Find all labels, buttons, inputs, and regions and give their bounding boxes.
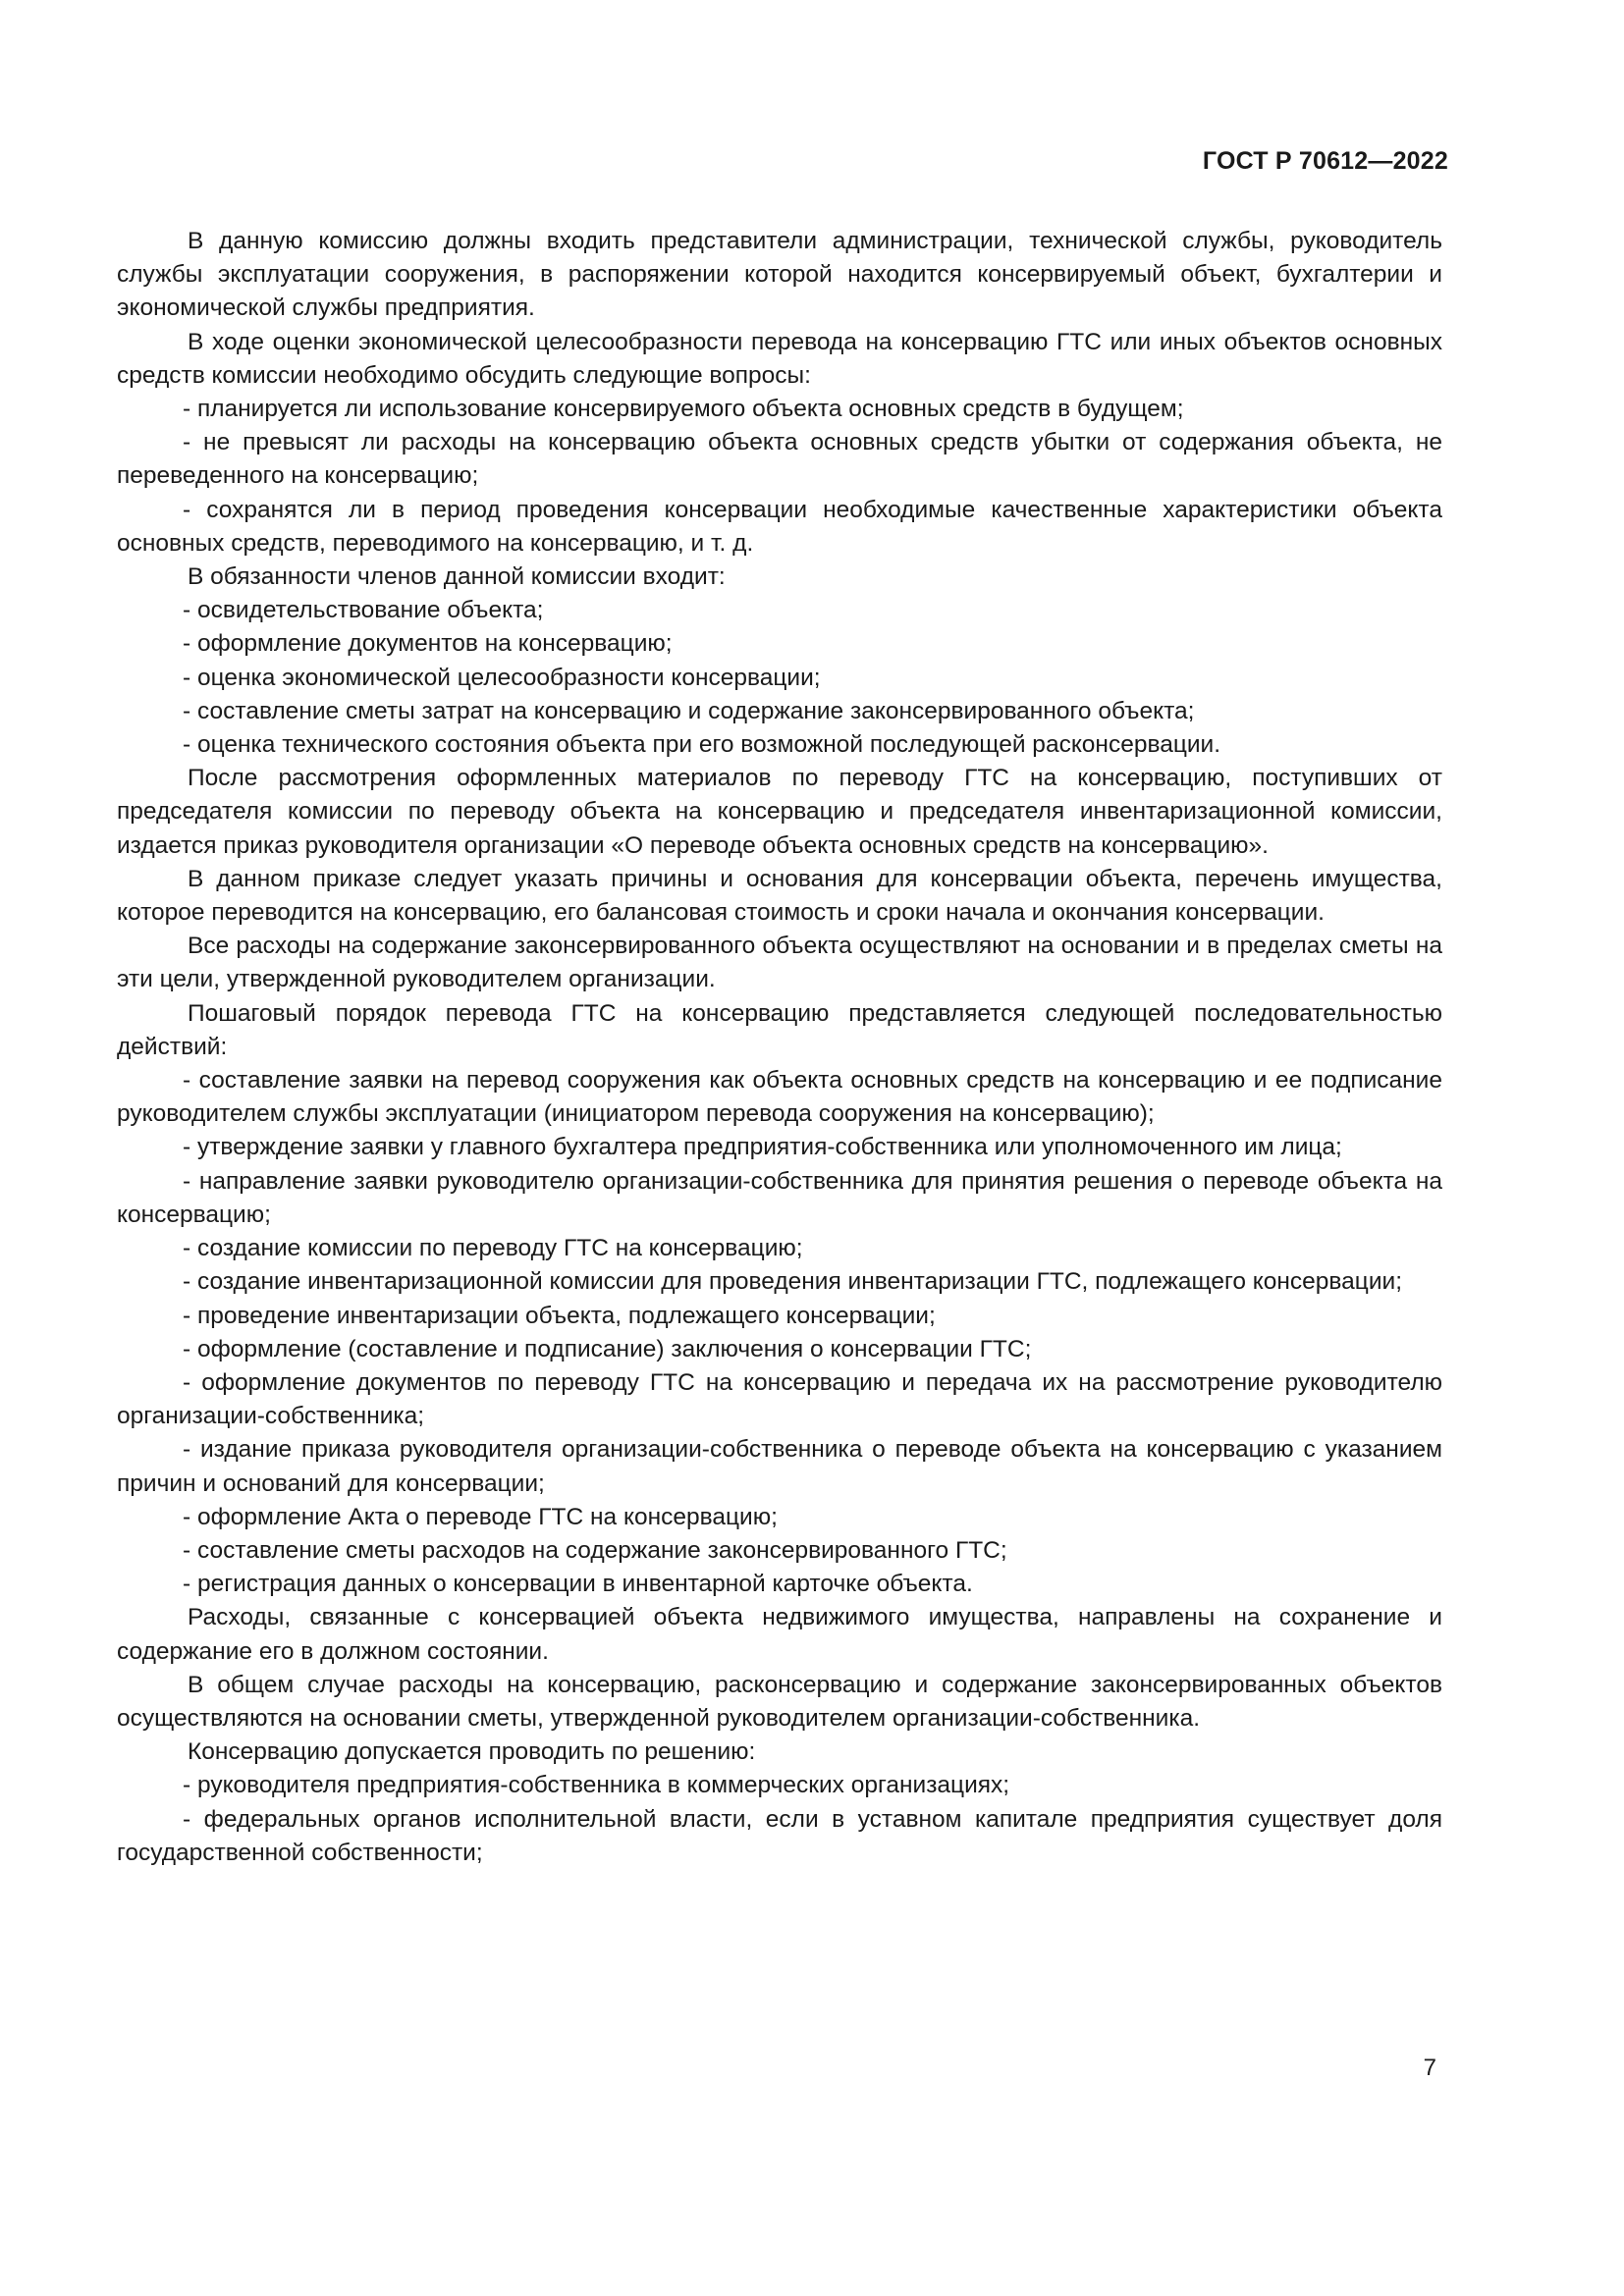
list-item: - оценка экономической целесообразности консервации; bbox=[183, 664, 821, 691]
list-item: - руководителя предприятия-собственника в коммерческих организациях; bbox=[183, 1772, 1010, 1799]
list-item: - оформление (составление и подписание) заключения о консервации ГТС; bbox=[183, 1335, 1032, 1362]
list-item: - планируется ли использование консервируемого объекта основных средств в будущем; bbox=[183, 396, 1184, 423]
paragraph: Расходы, связанные с консервацией объекта недвижимого имущества, направлены на сохранение и содержание его в должном состоянии. bbox=[117, 1604, 1442, 1665]
list-item: - оформление Акта о переводе ГТС на консервацию; bbox=[183, 1503, 778, 1530]
list-item: - создание комиссии по переводу ГТС на консервацию; bbox=[183, 1235, 803, 1262]
paragraph: В общем случае расходы на консервацию, расконсервацию и содержание законсервированных объектов осуществляются на основании сметы, утвержденной руководителем организации-собственника. bbox=[117, 1671, 1442, 1732]
list-item: - не превысят ли расходы на консервацию объекта основных средств убытки от содержания объекта, не переведенного на консервацию; bbox=[117, 429, 1442, 490]
list-item: - создание инвентаризационной комиссии для проведения инвентаризации ГТС, подлежащего консервации; bbox=[183, 1268, 1403, 1296]
list-item: - составление сметы затрат на консервацию и содержание законсервированного объекта; bbox=[183, 697, 1195, 724]
document-body bbox=[117, 225, 1442, 1870]
paragraph: В данную комиссию должны входить представители администрации, технической службы, руководитель службы эксплуатации сооружения, в распоряжении которой находится консервируемый объект, бухгалтерии и экономической службы предприятия. bbox=[117, 228, 1442, 322]
paragraph: В обязанности членов данной комиссии входит: bbox=[188, 563, 726, 591]
paragraph: В ходе оценки экономической целесообразности перевода на консервацию ГТС или иных объектов основных средств комиссии необходимо обсудить следующие вопросы: bbox=[117, 328, 1442, 389]
page-number: 7 bbox=[1423, 2055, 1436, 2081]
paragraph: Все расходы на содержание законсервированного объекта осуществляют на основании и в пределах сметы на эти цели, утвержденной руководителем организации. bbox=[117, 933, 1442, 993]
list-item: - издание приказа руководителя организации-собственника о переводе объекта на консервацию с указанием причин и оснований для консервации; bbox=[117, 1436, 1442, 1497]
list-item: - оформление документов по переводу ГТС на консервацию и передача их на рассмотрение руководителю организации-собственника; bbox=[117, 1368, 1442, 1430]
list-item: - составление сметы расходов на содержание законсервированного ГТС; bbox=[183, 1536, 1007, 1564]
list-item: - направление заявки руководителю организации-собственника для принятия решения о переводе объекта на консервацию; bbox=[117, 1167, 1442, 1228]
list-item: - освидетельствование объекта; bbox=[183, 597, 544, 624]
document-header: ГОСТ Р 70612—2022 bbox=[1202, 147, 1448, 175]
list-item: - проведение инвентаризации объекта, подлежащего консервации; bbox=[183, 1302, 936, 1329]
list-item: - регистрация данных о консервации в инвентарной карточке объекта. bbox=[183, 1571, 973, 1598]
paragraph: В данном приказе следует указать причины и основания для консервации объекта, перечень имущества, которое переводится на консервацию, его балансовая стоимость и сроки начала и окончания консервации. bbox=[117, 865, 1442, 927]
paragraph: После рассмотрения оформленных материалов по переводу ГТС на консервацию, поступивших от председателя комиссии по переводу объекта на консервацию и председателя инвентаризационной комиссии, издается приказ руководителя организации «О переводе объекта основных средств на консервацию». bbox=[117, 765, 1442, 859]
list-item: - федеральных органов исполнительной власти, если в уставном капитале предприятия существует доля государственной собственности; bbox=[117, 1805, 1442, 1866]
paragraph: Пошаговый порядок перевода ГТС на консервацию представляется следующей последовательностью действий: bbox=[117, 999, 1442, 1060]
list-item: - сохранятся ли в период проведения консервации необходимые качественные характеристики объекта основных средств, переводимого на консервацию, и т. д. bbox=[117, 496, 1442, 557]
list-item: - утверждение заявки у главного бухгалтера предприятия-собственника или уполномоченного им лица; bbox=[183, 1134, 1342, 1161]
paragraph: Консервацию допускается проводить по решению: bbox=[188, 1738, 756, 1766]
list-item: - составление заявки на перевод сооружения как объекта основных средств на консервацию и ее подписание руководителем службы эксплуатации (инициатором перевода сооружения на консервацию); bbox=[117, 1067, 1442, 1128]
list-item: - оценка технического состояния объекта при его возможной последующей расконсервации. bbox=[183, 731, 1221, 759]
list-item: - оформление документов на консервацию; bbox=[183, 630, 673, 658]
